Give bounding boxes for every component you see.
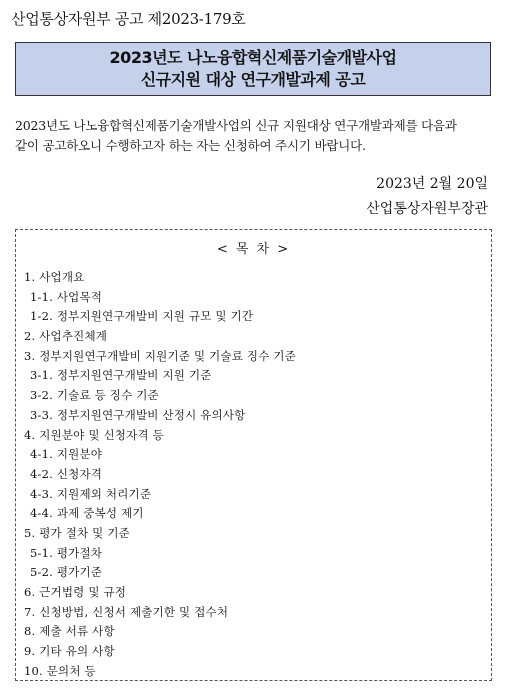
toc-item: 6. 근거법령 및 규정: [24, 585, 127, 599]
toc-item: 3-3. 정부지원연구개발비 산정시 유의사항: [30, 407, 246, 422]
title-line-1: 2023년도 나노융합혁신제품기술개발사업: [109, 48, 397, 67]
intro-line-2: 같이 공고하오니 수행하고자 하는 자는 신청하여 주시기 바랍니다.: [15, 138, 366, 153]
intro-line-1: 2023년도 나노융합혁신제품기술개발사업의 신규 지원대상 연구개발과제를 다음과: [15, 118, 457, 133]
toc-item: 5-1. 평가절차: [30, 545, 103, 560]
toc-item: 3-1. 정부지원연구개발비 지원 기준: [30, 368, 212, 383]
title-line-2: 신규지원 대상 연구개발과제 공고: [140, 70, 366, 89]
toc-item: 4-4. 과제 중복성 제기: [30, 506, 144, 521]
toc-item: 5-2. 평가기준: [30, 565, 103, 580]
toc-item: 3. 정부지원연구개발비 지원기준 및 기술료 징수 기준: [24, 348, 296, 363]
intro-paragraph: [15, 116, 495, 156]
toc-item: 1. 사업개요: [24, 270, 85, 284]
toc-item: 1-2. 정부지원연구개발비 지원 규모 및 기간: [30, 309, 254, 324]
toc-item: 4-1. 지원분야: [30, 447, 103, 462]
toc-item: 4-2. 신청자격: [30, 466, 103, 481]
title-banner: [15, 42, 491, 96]
issuer-name: 산업통상자원부장관: [366, 201, 488, 217]
toc-item: 1-1. 사업목적: [30, 289, 103, 304]
toc-item: 10. 문의처 등: [24, 663, 96, 678]
toc-heading: < 목 차 >: [216, 242, 291, 257]
toc-item: 5. 평가 절차 및 기준: [24, 525, 130, 540]
toc-item: 7. 신청방법, 신청서 제출기한 및 접수처: [24, 604, 229, 619]
toc-item: 4-3. 지원제외 처리기준: [30, 486, 152, 501]
toc-item: 9. 기타 유의 사항: [24, 644, 115, 659]
toc-item: 8. 제출 서류 사항: [24, 624, 115, 639]
toc-item: 4. 지원분야 및 신청자격 등: [24, 427, 164, 442]
toc-list: [24, 268, 296, 681]
toc-item: 2. 사업추진체계: [24, 329, 108, 344]
announcement-date: 2023년 2월 20일: [376, 176, 488, 192]
table-of-contents: [15, 229, 492, 681]
notice-number: 산업통상자원부 공고 제2023-179호: [11, 10, 246, 28]
toc-item: 3-2. 기술료 등 징수 기준: [30, 388, 159, 403]
